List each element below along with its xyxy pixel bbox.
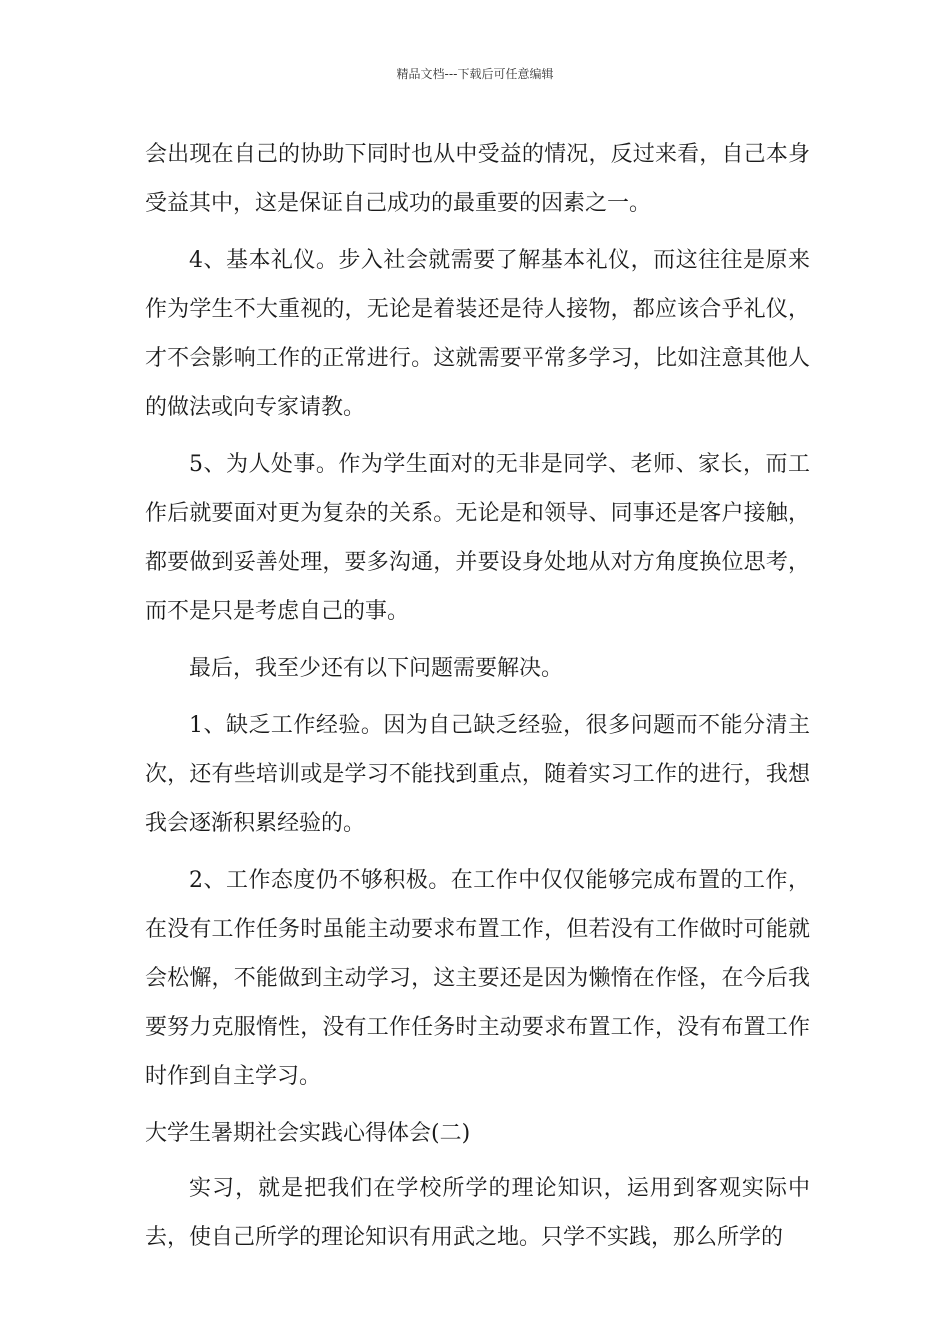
page-header: 精品文档---下载后可任意编辑 bbox=[396, 67, 554, 81]
paragraph-internship: 实习，就是把我们在学校所学的理论知识，运用到客观实际中去，使自己所学的理论知识有用武之地。只学不实践，那么所学的 bbox=[145, 1176, 810, 1250]
section-title: 大学生暑期社会实践心得体会(二) bbox=[145, 1121, 471, 1146]
paragraph-problems-intro: 最后，我至少还有以下问题需要解决。 bbox=[189, 656, 564, 681]
paragraph-continuation: 会出现在自己的协助下同时也从中受益的情况，反过来看，自己本身受益其中，这是保证自己成功的最重要的因素之一。 bbox=[145, 142, 810, 216]
document-body bbox=[145, 130, 810, 1270]
paragraph-work-attitude: 2、工作态度仍不够积极。在工作中仅仅能够完成布置的工作，在没有工作任务时虽能主动要求布置工作，但若没有工作做时可能就会松懈，不能做到主动学习，这主要还是因为懒惰在作怪，在今后我要努力克服惰性，没有工作任务时主动要求布置工作，没有布置工作时作到自主学习。 bbox=[145, 868, 810, 1089]
paragraph-etiquette: 4、基本礼仪。步入社会就需要了解基本礼仪，而这往往是原来作为学生不大重视的，无论是着装还是待人接物，都应该合乎礼仪，才不会影响工作的正常进行。这就需要平常多学习，比如注意其他人的做法或向专家请教。 bbox=[145, 248, 810, 420]
paragraph-lack-experience: 1、缺乏工作经验。因为自己缺乏经验，很多问题而不能分清主次，还有些培训或是学习不能找到重点，随着实习工作的进行，我想我会逐渐积累经验的。 bbox=[145, 713, 810, 836]
paragraph-conduct: 5、为人处事。作为学生面对的无非是同学、老师、家长，而工作后就要面对更为复杂的关系。无论是和领导、同事还是客户接触，都要做到妥善处理，要多沟通，并要设身处地从对方角度换位思考，而不是只是考虑自己的事。 bbox=[145, 452, 810, 624]
